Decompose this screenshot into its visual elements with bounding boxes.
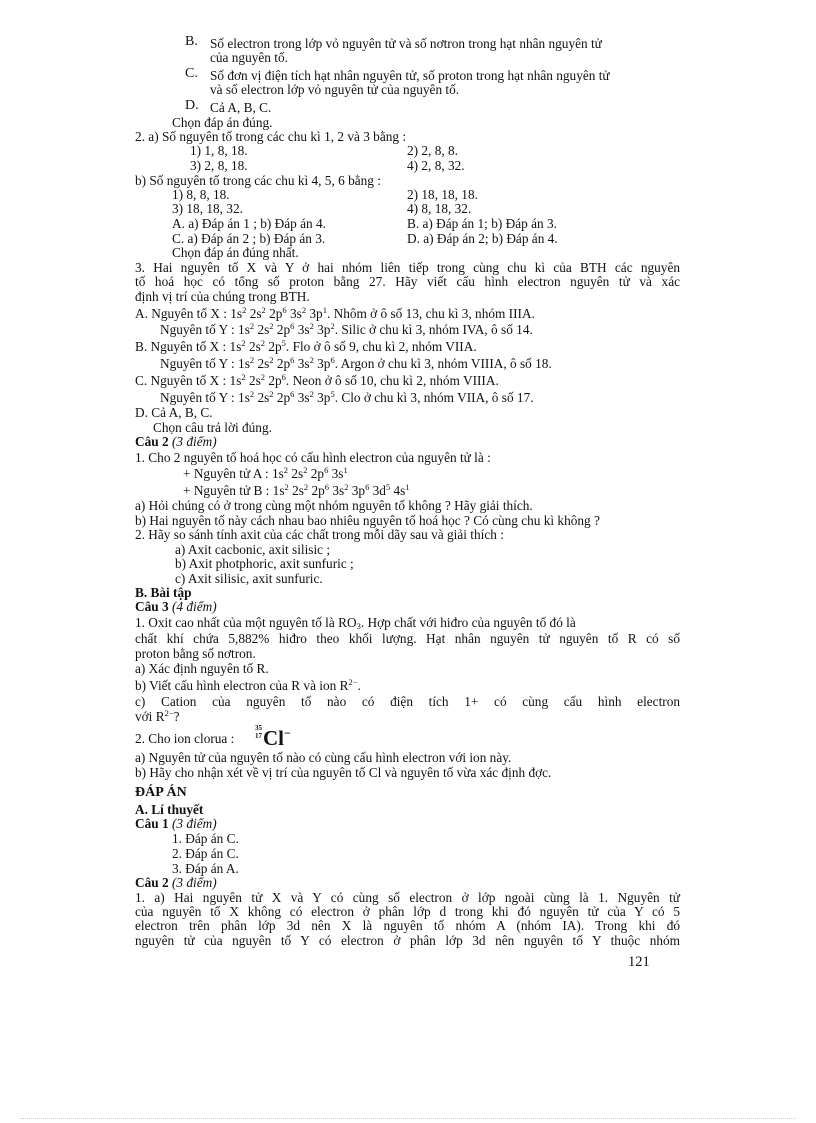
section-heading: B. Bài tập: [135, 585, 192, 600]
text-line: định vị trí của chúng trong BTH.: [135, 289, 310, 304]
text-line: Số đơn vị điện tích hạt nhân nguyên tử, số proton trong hạt nhân nguyên tử: [210, 68, 610, 83]
config-line: Nguyên tố Y : $1s^2$ $2s^2$ $2p^6$ $3s^2$ $3p^5$. Clo ở chu kì 3, nhóm VIIA, ô số 17.: [160, 389, 534, 405]
text-line: electron trên phân lớp 3d nên X là nguyên tố nhóm A (nhóm IA). Trong khi đó: [135, 918, 680, 933]
config-line: B. Nguyên tố X : $1s^2$ $2s^2$ $2p^5$. Flo ở ô số 9, chu kì 2, nhóm VIIA.: [135, 338, 477, 354]
config-line: Nguyên tố Y : $1s^2$ $2s^2$ $2p^6$ $3s^2$ $3p^2$. Silic ở chu kì 3, nhóm IVA, ô số 14.: [160, 321, 533, 337]
text-line: proton bằng số nơtron.: [135, 646, 256, 661]
option-marker-c: C.: [185, 66, 198, 81]
section-heading: Câu 3 (4 điểm): [135, 599, 217, 614]
text-line: và số electron lớp vỏ nguyên tử của nguyên tố.: [210, 82, 460, 97]
section-heading: A. Lí thuyết: [135, 802, 204, 817]
text-line: 1) 1, 8, 18.: [190, 143, 248, 158]
text-line: Cả A, B, C.: [210, 100, 272, 115]
text-line: 2) 18, 18, 18.: [407, 187, 478, 202]
text-line: Chọn đáp án đúng.: [172, 115, 273, 130]
text-line: 2) 2, 8, 8.: [407, 143, 458, 158]
text-line: 4) 2, 8, 32.: [407, 158, 465, 173]
text-line: 2. Hãy so sánh tính axit của các chất trong mỗi dãy sau và giải thích :: [135, 527, 504, 542]
section-heading: Câu 2 (3 điểm): [135, 875, 217, 890]
text-line: Chọn đáp án đúng nhất.: [172, 245, 299, 260]
text-line: Số electron trong lớp vỏ nguyên tử và số nơtron trong hạt nhân nguyên tử: [210, 36, 602, 51]
config-line: C. Nguyên tố X : $1s^2$ $2s^2$ $2p^6$. Neon ở ô số 10, chu kì 2, nhóm VIIIA.: [135, 372, 499, 388]
text-line: 3. Đáp án A.: [172, 861, 239, 876]
isotope-numbers: 35 17: [255, 724, 262, 740]
text-line: 3) 18, 18, 32.: [172, 201, 243, 216]
text-line: b) Hãy cho nhận xét về vị trí của nguyên tố Cl và nguyên tố vừa xác định đợc.: [135, 765, 552, 780]
text-line: a) Nguyên tử của nguyên tố nào có cùng cấu hình electron với ion này.: [135, 750, 512, 765]
text-line: D. Cả A, B, C.: [135, 405, 213, 420]
text-line: tố hoá học có tổng số proton bằng 27. Hãy viết cấu hình electron nguyên tử và xác: [135, 274, 680, 289]
config-line: Nguyên tố Y : $1s^2$ $2s^2$ $2p^6$ $3s^2$ $3p^6$. Argon ở chu kì 3, nhóm VIIIA, ô số 18.: [160, 355, 552, 371]
page-number: 121: [628, 954, 650, 970]
text-line: 1. Oxit cao nhất của một nguyên tố là $RO_3$. Hợp chất với hiđro của nguyên tố đó là: [135, 615, 576, 631]
text-line: 2. a) Số nguyên tố trong các chu kì 1, 2 và 3 bằng :: [135, 129, 407, 144]
text-line: nguyên tử của nguyên tố Y có electron ở phân lớp 3d nên nguyên tố Y thuộc nhóm: [135, 933, 680, 948]
chloride-ion: Cl−: [263, 726, 291, 750]
text-line: của nguyên tố X không có electron ở phân lớp d trong khi đó nguyên tử của Y có 5: [135, 904, 680, 919]
text-line: c) Cation của nguyên tố nào có điện tích 1+ có cùng cấu hình electron: [135, 694, 680, 709]
text-line: b) Hai nguyên tố này cách nhau bao nhiêu nguyên tố hoá học ? Có cùng chu kì không ?: [135, 513, 600, 528]
text-line: với $R^{2-}$?: [135, 708, 180, 724]
text-line: 3) 2, 8, 18.: [190, 158, 248, 173]
text-line: b) Số nguyên tố trong các chu kì 4, 5, 6 bằng :: [135, 173, 381, 188]
text-line: b) Axit photphoric, axit sunfuric ;: [175, 556, 354, 571]
text-line: 1. Đáp án C.: [172, 831, 239, 846]
text-line: 3. Hai nguyên tố X và Y ở hai nhóm liên tiếp trong cùng chu kì của BTH các nguyên: [135, 260, 680, 275]
page-edge-divider: [20, 1118, 796, 1119]
text-line: 4) 8, 18, 32.: [407, 201, 472, 216]
text-line: 1. a) Hai nguyên tử X và Y có cùng số electron ở lớp ngoài cùng là 1. Nguyên tử: [135, 890, 680, 905]
section-heading: Câu 2 (3 điểm): [135, 434, 217, 449]
text-line: A. a) Đáp án 1 ; b) Đáp án 4.: [172, 216, 326, 231]
answers-heading: ĐÁP ÁN: [135, 785, 187, 800]
text-line: của nguyên tố.: [210, 50, 288, 65]
text-line: C. a) Đáp án 2 ; b) Đáp án 3.: [172, 231, 326, 246]
text-line: a) Xác định nguyên tố R.: [135, 661, 269, 676]
config-line: + Nguyên tử B : $1s^2$ $2s^2$ $2p^6$ $3s^2$ $3p^6$ $3d^5$ $4s^1$: [183, 482, 410, 498]
text-line: 2. Đáp án C.: [172, 846, 239, 861]
text-line: B. a) Đáp án 1; b) Đáp án 3.: [407, 216, 557, 231]
text-line: D. a) Đáp án 2; b) Đáp án 4.: [407, 231, 558, 246]
text-line: a) Axit cacbonic, axit silisic ;: [175, 542, 331, 557]
text-line: chất khí chứa 5,882% hiđro theo khối lượng. Hạt nhân nguyên tử nguyên tố R có số: [135, 631, 680, 646]
option-marker-b: B.: [185, 34, 198, 49]
text-line: 2. Cho ion clorua :: [135, 731, 235, 746]
config-line: A. Nguyên tố X : $1s^2$ $2s^2$ $2p^6$ $3s^2$ $3p^1$. Nhôm ở ô số 13, chu kì 3, nhóm IIIA.: [135, 305, 535, 321]
config-line: + Nguyên tử A : $1s^2$ $2s^2$ $2p^6$ $3s^1$: [183, 465, 348, 481]
text-line: c) Axit silisic, axit sunfuric.: [175, 571, 323, 586]
text-line: 1. Cho 2 nguyên tố hoá học có cấu hình electron của nguyên tử là :: [135, 450, 491, 465]
text-line: b) Viết cấu hình electron của R và ion $R^{2-}$.: [135, 677, 361, 693]
section-heading: Câu 1 (3 điểm): [135, 816, 217, 831]
text-line: Chọn câu trả lời đúng.: [153, 420, 272, 435]
option-marker-d: D.: [185, 98, 199, 113]
text-line: 1) 8, 8, 18.: [172, 187, 230, 202]
text-line: a) Hỏi chúng có ở trong cùng một nhóm nguyên tố không ? Hãy giải thích.: [135, 498, 533, 513]
